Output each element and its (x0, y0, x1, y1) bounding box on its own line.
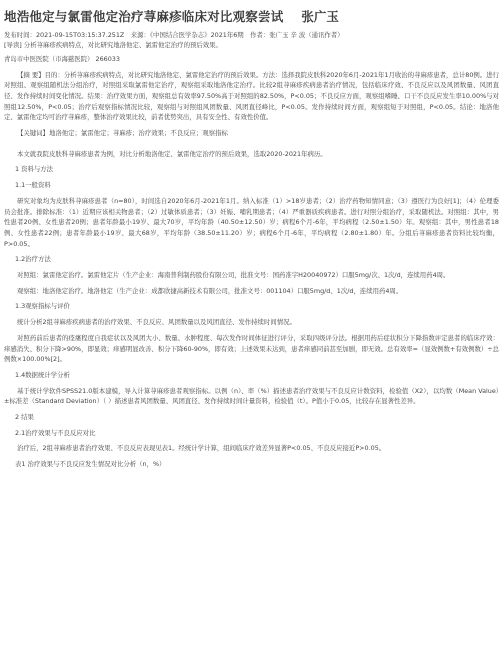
intro-paragraph: 本文就我院皮肤科荨麻疹患者为例，对比分析地洛他定、氯雷他定治疗的预后效果，选取2020-2021年病历。 (17, 149, 327, 158)
control-group-paragraph: 对照组：氯雷他定治疗。氯雷他定片（生产企业：海南普利制药股份有限公司，批准文号：国药准字H20040972）口服5mg/次、1次/d，连续用药4周。 (17, 271, 450, 280)
subsection-heading-2-1: 2.1治疗效果与不良反应对比 (15, 428, 96, 437)
section-heading-2: 2 结果 (15, 413, 34, 422)
abstract: 【摘 要】目的：分析荨麻疹疾病特点，对比研究地洛他定、氯雷他定治疗的预后效果。方法：选择我院皮肤科2020年6月-2021年1月收治的荨麻疹患者，总计80例。进行对照组、观察组随机法分组治疗，对照组采取氯雷他定治疗，观察组采取地洛他定治疗。比较2组荨麻疹疾病患者治疗情况，包括临床疗效、不良反应以及风团数量、风团直径、发作持续时间变化情况。结果：治疗效果方面，观察组总有效率97.50%高于对照组的82.50%，P<0.05；不良反应方面，观察组嗜睡、口干不良反应发生率10.00%与对照组12.50%，P<0.05；治疗后观察指标情况比较，观察组与对照组风团数量、风团直径峰比，P<0.05。发作持续时间方面，观察组短于对照组，P<0.05。结论：地洛他定、氯雷他定均可治疗荨麻疹，整体治疗效果比较，前者优势突出，具有安全性、有效性价值。 (4, 70, 499, 122)
general-data-paragraph: 研究对象均为皮肤科荨麻疹患者（n=80），时间选自2020年6月-2021年1月。纳入标准（1）>18岁患者；（2）治疗药物知情同意；（3）遵医行为良好[1]；（4）伦理委员会批准。排除标准：（1）近期应该相关物患者；（2）过敏体质患者；（3）妊娠、哺乳期患者；（4）严重器质疾病患者。进行对照分组治疗，采取随机法。对照组：其中，男性患者20例、女性患者20例；患者年龄最小19岁、最大70岁，平均年龄（40.50±12.50）岁；病程6个月-6年，平均病程（2.50±1.50）年。观察组：其中，男性患者18例、女性患者22例；患者年龄最小19岁、最大68岁，平均年龄（38.50±11.20）岁；病程6个月-6年，平均病程（2.80±1.80）年。分组后荨麻疹患者资料比较均衡，P>0.05。 (4, 196, 499, 248)
subsection-heading-1-1: 1.1一般资料 (15, 181, 51, 190)
publish-meta: 发布时间：2021-09-15T03:15:37.251Z 来源：《中国结合医学杂志》2021年6期 作者：张广玉 辛 波（通讯作者） (4, 31, 344, 39)
article-author: 张广玉 (301, 9, 339, 24)
title-row (4, 7, 499, 25)
evaluation-paragraph: 对照药前后患者的痊瘙程度自我症状以及风团大小、数量、水肿程度、每次发作时间体征进行评分，采取四级评分法。根据用药后症状积分下降指数评定患者的临床疗效：痒感消失、积分下降>90%，即显效；痒感明显改善、积分下降60-90%，即有效；上述效果未达到，患者痒感同前甚至加剧，即无效。总有效率=（显效例数+有效例数）÷总例数×100.00%[2]。 (4, 333, 499, 364)
table-caption: 表1 治疗效果与不良反应发生情况对比分析（n，%） (15, 460, 166, 469)
keywords: 【关键词】地洛他定；氯雷他定；荨麻疹；治疗效果；不良反应；观察指标 (17, 129, 228, 138)
statistics-paragraph: 基于统计学软件SPSS21.0版本建模，导入计算荨麻疹患者观察指标。以例（n）、率（%）描述患者治疗效果与不良反应计数资料，检验值（X2），以均数（Mean Value）±标准差（Standard Deviation）（ ）描述患者风团数量、风团直径、发作持续时间计量资料，检验值（t）。P值小于0.05，比较存在显著性差异。 (4, 386, 499, 406)
indicator-paragraph: 统计分析2组荨麻疹疾病患者的治疗效果、不良反应、风团数量以及风团直径、发作持续时间情况。 (17, 318, 296, 327)
affiliation: 青岛市中医医院（市海慈医院） 266033 (4, 55, 120, 63)
lead-summary: [导读] 分析荨麻疹疾病特点，对比研究地洛他定、氯雷他定治疗的预后效果。 (4, 40, 222, 49)
subsection-heading-1-4: 1.4数据统计学分析 (15, 370, 70, 379)
section-heading-1: 1 资料与方法 (15, 165, 54, 174)
subsection-heading-1-2: 1.2治疗方法 (15, 255, 51, 264)
subsection-heading-1-3: 1.3观察指标与评价 (15, 302, 70, 311)
article-title: 地浩他定与氯雷他定治疗荨麻疹临床对比观察尝试 (4, 9, 284, 24)
results-paragraph: 治疗后，2组荨麻疹患者治疗效果、不良反应表现见表1。经统计学计算，组间临床疗效差异显著P<0.05、不良反应接近P>0.05。 (17, 444, 386, 453)
observation-group-paragraph: 观察组：地洛他定治疗。地洛他定（生产企业：成都欣捷高新技术有限公司，批准文号：001104）口服5mg/d、1次/d，连续用药4周。 (17, 286, 403, 295)
